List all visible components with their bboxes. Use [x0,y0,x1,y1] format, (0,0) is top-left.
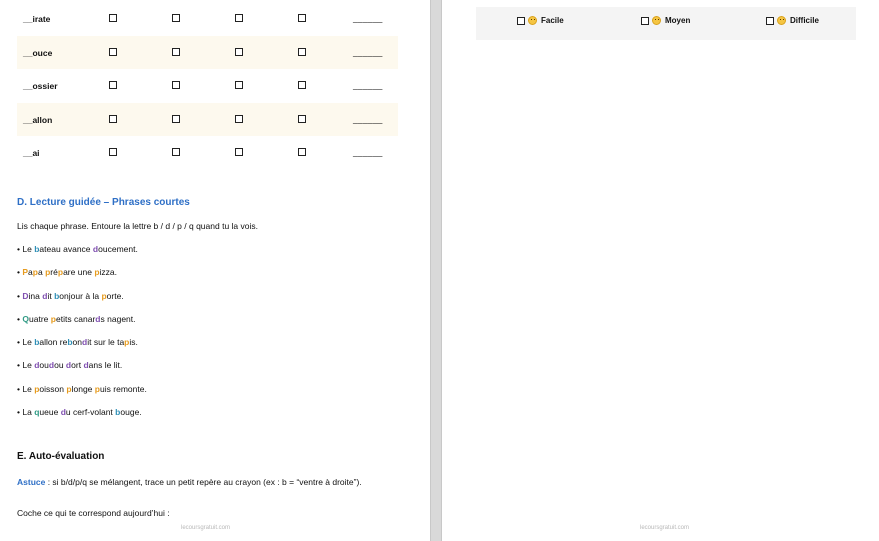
checkbox[interactable] [235,148,243,156]
self-check-prompt: Coche ce qui te correspond aujourd’hui : [17,508,170,518]
sentence: • Le poisson plonge puis remonte. [17,384,147,394]
answer-blank: ______ [353,80,383,91]
sentence: • La queue du cerf-volant bouge. [17,407,142,417]
table-row [17,2,398,36]
worried-face-icon [777,16,786,25]
checkbox[interactable] [235,14,243,22]
highlighted-letter: b [115,407,121,417]
sentence: • Le doudou dort dans le lit. [17,360,123,370]
highlighted-letter: b [34,244,40,254]
checkbox[interactable] [172,81,180,89]
checkbox[interactable] [172,148,180,156]
highlighted-letter: d [60,407,66,417]
page-footer: lecoursgratuit.com [640,525,690,531]
highlighted-letter: d [82,337,88,347]
checkbox[interactable] [235,115,243,123]
word-cell: __ossier [23,81,58,92]
rating-label: Facile [541,16,564,25]
checkbox[interactable] [298,115,306,123]
section-title-e: E. Auto-évaluation [17,451,105,462]
tip-text: : si b/d/p/q se mélangent, trace un petit repère au crayon (ex : b = “ventre à droite”). [45,477,362,487]
highlighted-letter: q [34,407,40,417]
checkbox[interactable] [172,115,180,123]
rating-label: Difficile [790,16,819,25]
highlighted-letter: d [95,314,101,324]
word-table [17,2,398,170]
answer-blank: ______ [353,46,383,57]
checkbox[interactable] [298,48,306,56]
checkbox[interactable] [766,17,774,25]
page-divider [430,0,442,541]
word-cell: __ai [23,148,40,159]
highlighted-letter: d [65,360,72,370]
page-footer: lecoursgratuit.com [181,525,231,531]
neutral-face-icon [652,16,661,25]
checkbox[interactable] [109,14,117,22]
checkbox[interactable] [298,14,306,22]
highlighted-letter: d [34,360,40,370]
highlighted-letter: d [48,360,55,370]
word-cell: __irate [23,14,51,24]
checkbox[interactable] [298,81,306,89]
checkbox[interactable] [641,17,649,25]
answer-blank: ______ [353,147,383,158]
checkbox[interactable] [298,148,306,156]
rating-label: Moyen [665,16,691,25]
rating-option-difficile[interactable] [766,16,819,25]
highlighted-letter: Q [22,314,29,324]
highlighted-letter: b [54,291,60,301]
highlighted-letter: p [124,337,130,347]
answer-blank: ______ [353,113,383,124]
highlighted-letter: d [42,291,48,301]
highlighted-letter: p [101,291,107,301]
sentence: • Le ballon rebondit sur le tapis. [17,337,138,347]
highlighted-letter: b [34,337,40,347]
highlighted-letter: P [22,267,29,277]
highlighted-letter: p [57,267,64,277]
highlighted-letter: p [45,267,51,277]
checkbox[interactable] [172,14,180,22]
self-rating-row [476,7,856,40]
highlighted-letter: p [94,384,100,394]
checkbox[interactable] [109,48,117,56]
checkbox[interactable] [172,48,180,56]
sentence: • Papa prépare une pizza. [17,267,118,277]
highlighted-letter: d [92,244,99,254]
table-row [17,36,398,70]
highlighted-letter: p [32,267,38,277]
smiling-face-icon [528,16,537,25]
table-row [17,103,398,137]
table-row [17,69,398,103]
checkbox[interactable] [109,115,117,123]
checkbox[interactable] [109,148,117,156]
instruction-text: Lis chaque phrase. Entoure la lettre b / d / p / q quand tu la vois. [17,221,258,231]
highlighted-letter: p [66,384,72,394]
section-title-d: D. Lecture guidée – Phrases courtes [17,197,190,208]
answer-blank: ______ [353,13,383,23]
checkbox[interactable] [517,17,525,25]
highlighted-letter: p [34,384,40,394]
sentence: • Le bateau avance doucement. [17,244,138,254]
highlighted-letter: p [94,267,100,277]
word-cell: __allon [23,114,53,125]
highlighted-letter: D [22,291,29,301]
word-cell: __ouce [23,47,53,58]
tip-label: Astuce [17,477,46,487]
sentence: • Dina dit bonjour à la porte. [17,291,124,301]
rating-option-moyen[interactable] [641,16,690,25]
table-row [17,136,398,170]
highlighted-letter: d [83,360,89,370]
rating-option-facile[interactable] [517,16,564,25]
document-page-left [0,0,430,541]
document-page-right [442,0,879,541]
checkbox[interactable] [235,48,243,56]
highlighted-letter: b [67,337,73,347]
sentence: • Quatre petits canards nagent. [17,314,136,324]
highlighted-letter: p [50,314,56,324]
checkbox[interactable] [235,81,243,89]
checkbox[interactable] [109,81,117,89]
tip-paragraph [17,475,372,489]
